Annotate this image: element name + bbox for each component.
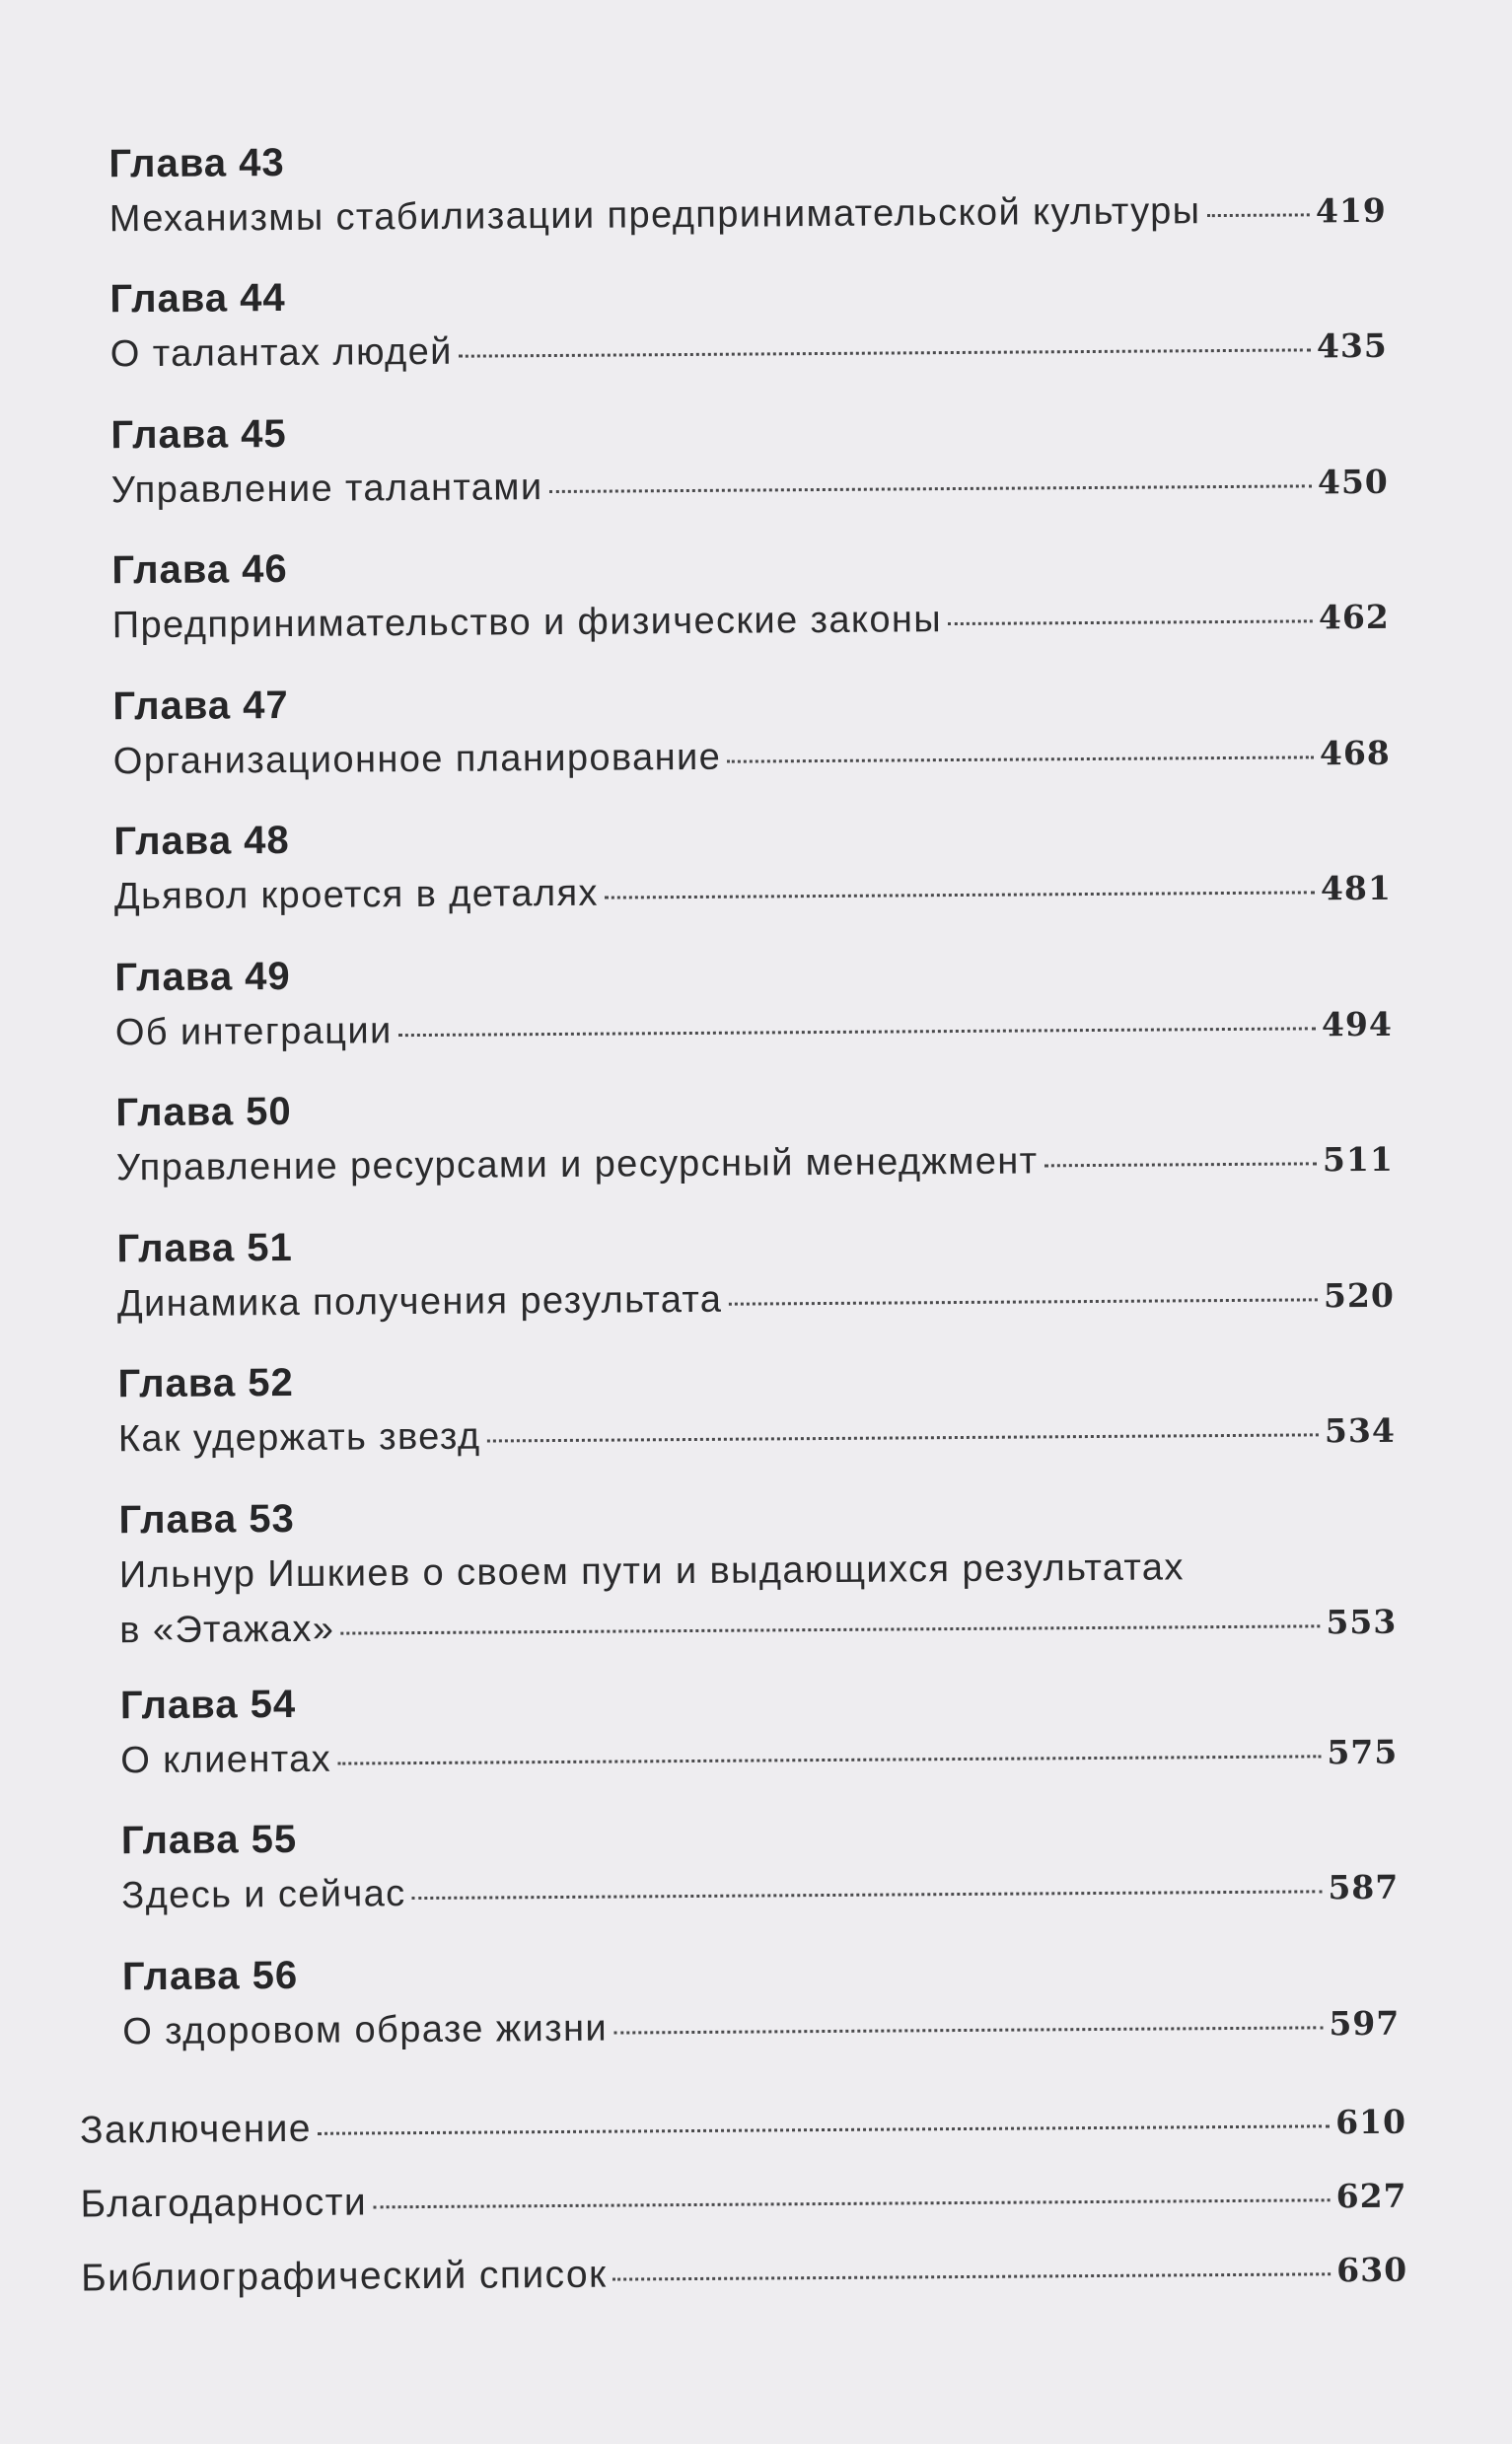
toc-entry-chapter-45[interactable] xyxy=(110,398,1389,518)
dot-leader xyxy=(605,891,1315,899)
toc-entry-acknowledgements[interactable] xyxy=(80,2168,1406,2233)
toc-entry-chapter-51[interactable] xyxy=(116,1212,1395,1331)
dot-leader xyxy=(459,348,1311,357)
toc-entry-chapter-44[interactable] xyxy=(109,262,1388,382)
dot-leader xyxy=(727,755,1314,762)
chapter-heading: Глава 47 xyxy=(112,683,289,729)
chapter-heading: Глава 54 xyxy=(119,1682,297,1728)
dot-leader xyxy=(1206,213,1310,217)
chapter-title: Как удержать звезд xyxy=(117,1415,481,1461)
chapter-title: Динамика получения результата xyxy=(116,1278,723,1326)
page-number: 462 xyxy=(1318,597,1390,637)
page-number: 587 xyxy=(1328,1867,1400,1907)
dot-leader xyxy=(948,619,1313,625)
chapter-heading: Глава 44 xyxy=(109,275,286,322)
chapter-heading: Глава 56 xyxy=(121,1953,299,1999)
page-number: 435 xyxy=(1316,325,1388,366)
chapter-title: Управление талантами xyxy=(110,467,543,512)
toc-entry-chapter-55[interactable] xyxy=(121,1804,1400,1923)
chapter-heading: Глава 51 xyxy=(116,1225,293,1271)
chapter-title: О талантах людей xyxy=(109,330,453,376)
chapter-title: Здесь и сейчас xyxy=(121,1873,406,1917)
chapter-heading: Глава 43 xyxy=(108,140,285,186)
page-number: 520 xyxy=(1323,1275,1395,1316)
toc-entry-bibliography[interactable] xyxy=(81,2242,1407,2307)
dot-leader xyxy=(486,1433,1319,1442)
toc-entry-chapter-52[interactable] xyxy=(117,1347,1396,1467)
page-number: 597 xyxy=(1329,2003,1401,2044)
toc-entry-chapter-48[interactable] xyxy=(113,805,1392,924)
dot-leader xyxy=(1044,1162,1317,1167)
page-number: 419 xyxy=(1315,190,1387,231)
dot-leader xyxy=(398,1027,1316,1037)
dot-leader xyxy=(318,2124,1330,2135)
chapter-title: Об интеграции xyxy=(114,1010,393,1054)
chapter-title: Механизмы стабилизации предпринимательской культуры xyxy=(108,190,1201,241)
dot-leader xyxy=(337,1755,1321,1764)
page-number: 630 xyxy=(1336,2250,1408,2290)
chapter-title: Управление ресурсами и ресурсный менеджмент xyxy=(115,1140,1039,1189)
page-number: 575 xyxy=(1327,1732,1399,1772)
chapter-title: О здоровом образе жизни xyxy=(122,2007,609,2053)
chapter-heading: Глава 50 xyxy=(115,1089,292,1135)
page-number: 481 xyxy=(1320,868,1392,908)
page-number: 553 xyxy=(1326,1602,1398,1642)
page-number: 494 xyxy=(1321,1004,1393,1044)
page-number: 468 xyxy=(1319,733,1391,773)
chapter-title: Дьявол кроется в деталях xyxy=(113,872,600,918)
section-title: Заключение xyxy=(79,2107,313,2152)
page-number: 610 xyxy=(1334,2102,1407,2142)
chapter-heading: Глава 52 xyxy=(117,1360,294,1406)
toc-entry-chapter-43[interactable] xyxy=(108,127,1387,247)
chapter-title: О клиентах xyxy=(120,1738,332,1782)
page-number: 534 xyxy=(1324,1410,1396,1451)
page-number: 450 xyxy=(1317,462,1389,502)
dot-leader xyxy=(549,484,1312,493)
toc-entry-chapter-50[interactable] xyxy=(115,1076,1394,1195)
page-number: 627 xyxy=(1335,2176,1407,2216)
chapter-heading: Глава 53 xyxy=(118,1496,295,1543)
toc-entry-chapter-56[interactable] xyxy=(122,1940,1401,2059)
toc-entry-chapter-46[interactable] xyxy=(111,534,1390,653)
dot-leader xyxy=(728,1298,1318,1305)
chapter-heading: Глава 49 xyxy=(114,954,291,1000)
dot-leader xyxy=(373,2198,1331,2208)
section-title: Благодарности xyxy=(80,2181,368,2226)
dot-leader xyxy=(613,2026,1323,2034)
chapter-heading: Глава 55 xyxy=(120,1817,298,1863)
page-number: 511 xyxy=(1322,1139,1394,1180)
chapter-title: Предпринимательство и физические законы xyxy=(111,599,943,647)
dot-leader xyxy=(612,2272,1331,2280)
toc-entry-conclusion[interactable] xyxy=(80,2094,1406,2159)
chapter-title-line-1: Ильнур Ишкиев о своем пути и выдающихся результатах xyxy=(118,1546,1185,1597)
toc-entry-chapter-54[interactable] xyxy=(120,1669,1399,1788)
chapter-title: Организационное планирование xyxy=(112,736,722,783)
dot-leader xyxy=(340,1624,1320,1634)
toc-entry-chapter-53[interactable] xyxy=(118,1483,1397,1658)
section-title: Библиографический список xyxy=(80,2253,608,2300)
toc-entry-chapter-49[interactable] xyxy=(114,941,1393,1060)
dot-leader xyxy=(412,1890,1323,1900)
chapter-heading: Глава 46 xyxy=(111,546,288,593)
chapter-title-line-2: в «Этажах» xyxy=(119,1608,335,1652)
chapter-heading: Глава 48 xyxy=(113,818,290,864)
toc-entry-chapter-47[interactable] xyxy=(112,670,1391,789)
chapter-heading: Глава 45 xyxy=(110,411,287,458)
